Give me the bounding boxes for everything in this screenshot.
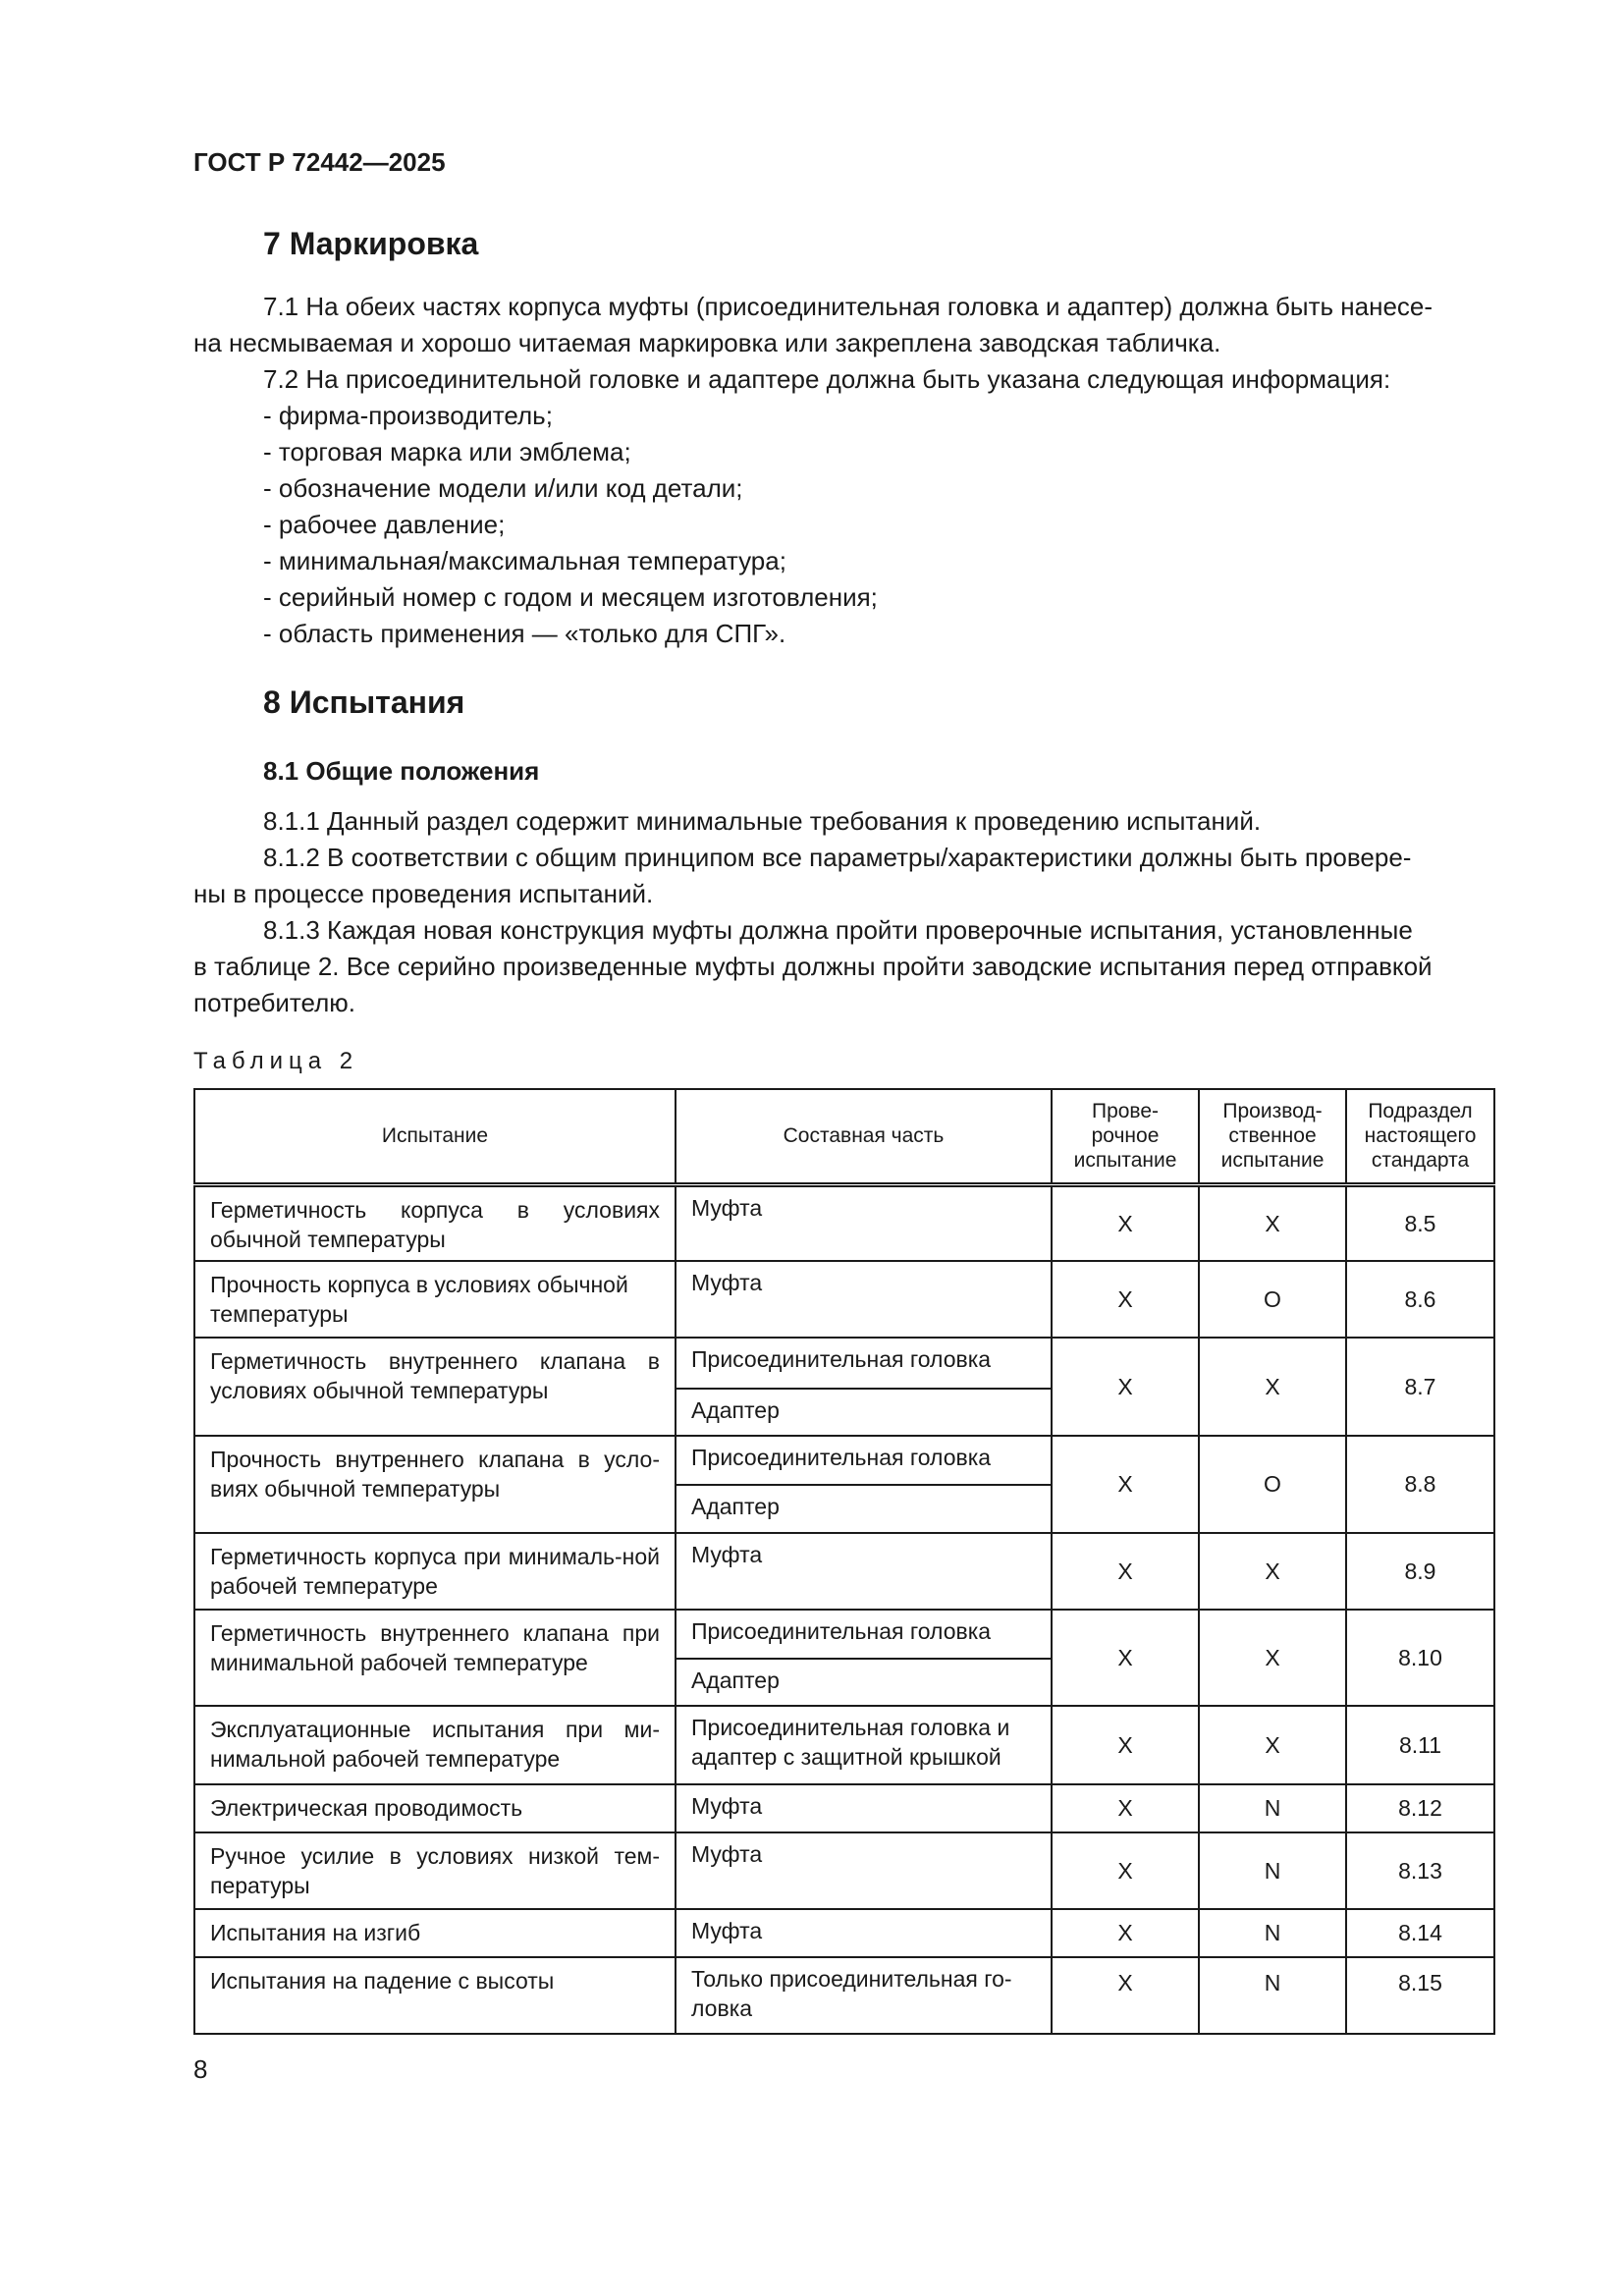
cell-part: Муфта xyxy=(676,1184,1052,1261)
cell-part: Муфта xyxy=(676,1533,1052,1610)
paragraph-7-1-line-1: 7.1 На обеих частях корпуса муфты (присоединительная головка и адаптер) должна быть нанесе- xyxy=(263,292,1434,321)
list-item: - торговая марка или эмблема; xyxy=(263,437,631,466)
cell-subsection: 8.12 xyxy=(1346,1784,1494,1832)
table-row xyxy=(194,1706,1494,1784)
header-verification-line: испытание xyxy=(1073,1149,1177,1173)
cell-test: Ручное усилие в условиях низкой тем-пературы xyxy=(194,1832,676,1909)
table-row xyxy=(194,1957,1494,2034)
cell-part: Присоединительная головка xyxy=(676,1436,1052,1485)
cell-verification: X xyxy=(1052,1338,1199,1436)
cell-test: Герметичность внутреннего клапана при минимальной рабочей температуре xyxy=(194,1610,676,1706)
cell-production: X xyxy=(1199,1610,1346,1706)
cell-production: X xyxy=(1199,1706,1346,1784)
cell-test: Прочность внутреннего клапана в усло-виях обычной температуры xyxy=(194,1436,676,1533)
page-number: 8 xyxy=(193,2054,208,2084)
cell-part: Адаптер xyxy=(676,1389,1052,1436)
cell-subsection: 8.8 xyxy=(1346,1436,1494,1533)
cell-subsection: 8.9 xyxy=(1346,1533,1494,1610)
paragraph-8-1-3-line-2: в таблице 2. Все серийно произведенные муфты должны пройти заводские испытания перед отправкой xyxy=(193,952,1433,981)
table-row xyxy=(194,1610,1494,1659)
header-verification-line: рочное xyxy=(1091,1124,1160,1148)
table-row xyxy=(194,1784,1494,1832)
paragraph-7-2: 7.2 На присоединительной головке и адаптере должна быть указана следующая информация: xyxy=(263,364,1391,394)
cell-verification: X xyxy=(1052,1184,1199,1261)
cell-subsection: 8.14 xyxy=(1346,1909,1494,1957)
list-item: - область применения — «только для СПГ». xyxy=(263,619,786,648)
list-item: - рабочее давление; xyxy=(263,510,506,539)
header-test: Испытание xyxy=(194,1089,676,1184)
table-row xyxy=(194,1832,1494,1909)
header-subsection xyxy=(1346,1089,1494,1184)
cell-part: Муфта xyxy=(676,1261,1052,1338)
header-production xyxy=(1199,1089,1346,1184)
cell-production: N xyxy=(1199,1832,1346,1909)
header-production-line: испытание xyxy=(1220,1149,1325,1173)
cell-test: Испытания на изгиб xyxy=(194,1909,676,1957)
cell-verification: X xyxy=(1052,1533,1199,1610)
section-7-title: 7 Маркировка xyxy=(263,226,479,261)
cell-test: Эксплуатационные испытания при ми-нимальной рабочей температуре xyxy=(194,1706,676,1784)
header-production-line: Производ- xyxy=(1222,1100,1323,1123)
paragraph-8-1-3-line-1: 8.1.3 Каждая новая конструкция муфты должна пройти проверочные испытания, установленные xyxy=(263,915,1413,945)
cell-subsection: 8.7 xyxy=(1346,1338,1494,1436)
cell-verification: X xyxy=(1052,1784,1199,1832)
header-subsection-line: стандарта xyxy=(1371,1149,1470,1173)
cell-subsection: 8.10 xyxy=(1346,1610,1494,1706)
cell-production: X xyxy=(1199,1533,1346,1610)
table-row xyxy=(194,1436,1494,1485)
cell-production: O xyxy=(1199,1261,1346,1338)
list-item: - серийный номер с годом и месяцем изготовления; xyxy=(263,582,878,612)
tests-table xyxy=(193,1088,1495,2035)
header-subsection-line: настоящего xyxy=(1364,1124,1477,1148)
cell-production: N xyxy=(1199,1784,1346,1832)
table-row xyxy=(194,1909,1494,1957)
cell-verification: X xyxy=(1052,1909,1199,1957)
cell-test: Герметичность корпуса при минималь-ной рабочей температуре xyxy=(194,1533,676,1610)
list-item: - обозначение модели и/или код детали; xyxy=(263,473,743,503)
list-item: - минимальная/максимальная температура; xyxy=(263,546,786,575)
cell-subsection: 8.13 xyxy=(1346,1832,1494,1909)
cell-test: Электрическая проводимость xyxy=(194,1784,676,1832)
cell-part: Адаптер xyxy=(676,1659,1052,1706)
header-verification-line: Прове- xyxy=(1091,1100,1160,1123)
cell-verification: X xyxy=(1052,1957,1199,2034)
cell-verification: X xyxy=(1052,1436,1199,1533)
cell-subsection: 8.11 xyxy=(1346,1706,1494,1784)
cell-verification: X xyxy=(1052,1706,1199,1784)
cell-subsection: 8.6 xyxy=(1346,1261,1494,1338)
cell-test: Прочность корпуса в условиях обычной температуры xyxy=(194,1261,676,1338)
cell-verification: X xyxy=(1052,1261,1199,1338)
cell-part: Муфта xyxy=(676,1909,1052,1957)
cell-subsection: 8.15 xyxy=(1346,1957,1494,2034)
header-verification xyxy=(1052,1089,1199,1184)
cell-production: X xyxy=(1199,1338,1346,1436)
paragraph-8-1-2-line-1: 8.1.2 В соответствии с общим принципом все параметры/характеристики должны быть провере- xyxy=(263,843,1412,872)
cell-part: Присоединительная головка xyxy=(676,1338,1052,1389)
paragraph-8-1-2-line-2: ны в процессе проведения испытаний. xyxy=(193,879,654,908)
header-part: Составная часть xyxy=(676,1089,1052,1184)
cell-test: Герметичность внутреннего клапана в условиях обычной температуры xyxy=(194,1338,676,1436)
table-header-row xyxy=(194,1089,1494,1184)
header-subsection-line: Подраздел xyxy=(1368,1100,1473,1123)
table-row xyxy=(194,1533,1494,1610)
list-item: - фирма-производитель; xyxy=(263,401,553,430)
cell-subsection: 8.5 xyxy=(1346,1184,1494,1261)
cell-part: Присоединительная головка и адаптер с защитной крышкой xyxy=(676,1706,1052,1784)
cell-verification: X xyxy=(1052,1832,1199,1909)
cell-test: Испытания на падение с высоты xyxy=(194,1957,676,2034)
cell-production: N xyxy=(1199,1957,1346,2034)
cell-part: Муфта xyxy=(676,1784,1052,1832)
cell-part: Муфта xyxy=(676,1832,1052,1909)
section-8-title: 8 Испытания xyxy=(263,684,465,720)
section-8-paragraphs xyxy=(193,803,1491,1021)
subsection-8-1-title: 8.1 Общие положения xyxy=(263,756,540,786)
cell-part: Присоединительная головка xyxy=(676,1610,1052,1659)
document-code: ГОСТ Р 72442—2025 xyxy=(193,147,446,177)
paragraph-7-1 xyxy=(193,289,1491,652)
table-caption: Таблица 2 xyxy=(193,1048,359,1074)
cell-test: Герметичность корпуса в условиях обычной температуры xyxy=(194,1184,676,1261)
cell-production: X xyxy=(1199,1184,1346,1261)
table-row xyxy=(194,1184,1494,1261)
cell-part: Только присоединительная го-ловка xyxy=(676,1957,1052,2034)
paragraph-8-1-3-line-3: потребителю. xyxy=(193,988,356,1017)
cell-part: Адаптер xyxy=(676,1485,1052,1533)
header-production-line: ственное xyxy=(1228,1124,1317,1148)
paragraph-7-1-line-2: на несмываемая и хорошо читаемая маркировка или закреплена заводская табличка. xyxy=(193,328,1221,357)
paragraph-8-1-1: 8.1.1 Данный раздел содержит минимальные требования к проведению испытаний. xyxy=(263,806,1262,836)
cell-verification: X xyxy=(1052,1610,1199,1706)
cell-production: N xyxy=(1199,1909,1346,1957)
table-row xyxy=(194,1338,1494,1389)
cell-production: O xyxy=(1199,1436,1346,1533)
table-row xyxy=(194,1261,1494,1338)
